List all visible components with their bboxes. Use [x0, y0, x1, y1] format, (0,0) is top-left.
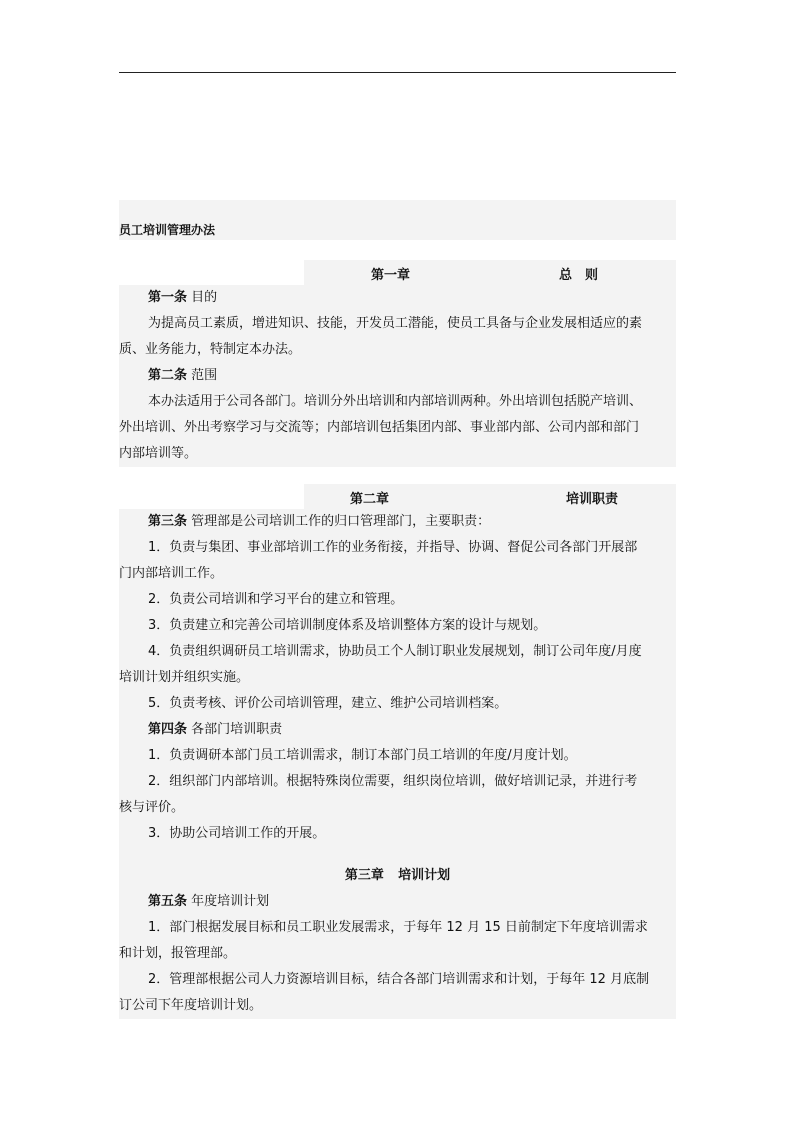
list-item: 门内部培训工作。: [119, 566, 224, 581]
chapter-2-name: 培训职责: [566, 492, 619, 507]
doc-title: 员工培训管理办法: [119, 223, 216, 237]
header-rule: [119, 72, 676, 73]
article-1-text: 质、业务能力，特制定本办法。: [119, 342, 302, 357]
article-1-title: 第一条: [148, 290, 188, 305]
chapter-2-number: 第二章: [350, 492, 390, 507]
list-item: 3．协助公司培训工作的开展。: [148, 826, 326, 841]
chapter-3-number: 第三章: [344, 868, 384, 883]
list-item: 3．负责建立和完善公司培训制度体系及培训整体方案的设计与规划。: [148, 618, 547, 633]
article-4-name: 各部门培训职责: [191, 722, 283, 737]
list-item: 培训计划并组织实施。: [119, 670, 250, 685]
article-2-title: 第二条: [148, 368, 188, 383]
list-item: 4．负责组织调研员工培训需求，协助员工个人制订职业发展规划，制订公司年度/月度: [148, 644, 642, 659]
article-1-name: 目的: [191, 290, 218, 305]
article-5-title: 第五条: [148, 894, 188, 909]
list-item: 2．管理部根据公司人力资源培训目标，结合各部门培训需求和计划，于每年 12 月底制: [148, 972, 650, 987]
article-1-heading: [119, 285, 708, 311]
chapter-1-name: 总 则: [559, 268, 599, 283]
list-item: 5．负责考核、评价公司培训管理，建立、维护公司培训档案。: [148, 696, 508, 711]
list-item: 2．负责公司培训和学习平台的建立和管理。: [148, 592, 404, 607]
chapter-3-name: 培训计划: [398, 868, 451, 883]
article-2-text: 本办法适用于公司各部门。培训分外出培训和内部培训两种。外出培训包括脱产培训、: [148, 394, 643, 409]
list-item: 2．组织部门内部培训。根据特殊岗位需要，组织岗位培训，做好培训记录，并进行考: [148, 774, 638, 789]
article-2-heading: [119, 363, 708, 389]
article-2-name: 范围: [191, 368, 218, 383]
article-5-heading: [119, 889, 708, 915]
chapter-3-header: [119, 863, 676, 889]
chapter-1-number: 第一章: [371, 268, 411, 283]
chapter-2-header: [304, 484, 676, 509]
list-item: 核与评价。: [119, 800, 185, 815]
article-2-text: 内部培训等。: [119, 446, 198, 461]
doc-title-band: [119, 200, 676, 240]
list-item: 订公司下年度培训计划。: [119, 998, 263, 1013]
article-3-name: 管理部是公司培训工作的归口管理部门，主要职责：: [191, 514, 491, 529]
list-item: 和计划，报管理部。: [119, 946, 237, 961]
article-3-heading: [119, 509, 708, 535]
list-item: 1．负责与集团、事业部培训工作的业务衔接，并指导、协调、督促公司各部门开展部: [148, 540, 638, 555]
list-item: 1．部门根据发展目标和员工职业发展需求，于每年 12 月 15 日前制定下年度培训需求: [148, 920, 648, 935]
article-1-text: 为提高员工素质，增进知识、技能，开发员工潜能，使员工具备与企业发展相适应的素: [148, 316, 643, 331]
list-item: 1．负责调研本部门员工培训需求，制订本部门员工培训的年度/月度计划。: [148, 748, 577, 763]
article-4-heading: [119, 717, 708, 743]
article-4-title: 第四条: [148, 722, 188, 737]
article-3-title: 第三条: [148, 514, 188, 529]
chapter-1-header: [304, 260, 676, 285]
article-5-name: 年度培训计划: [191, 894, 270, 909]
article-2-text: 外出培训、外出考察学习与交流等；内部培训包括集团内部、事业部内部、公司内部和部门: [119, 420, 640, 435]
